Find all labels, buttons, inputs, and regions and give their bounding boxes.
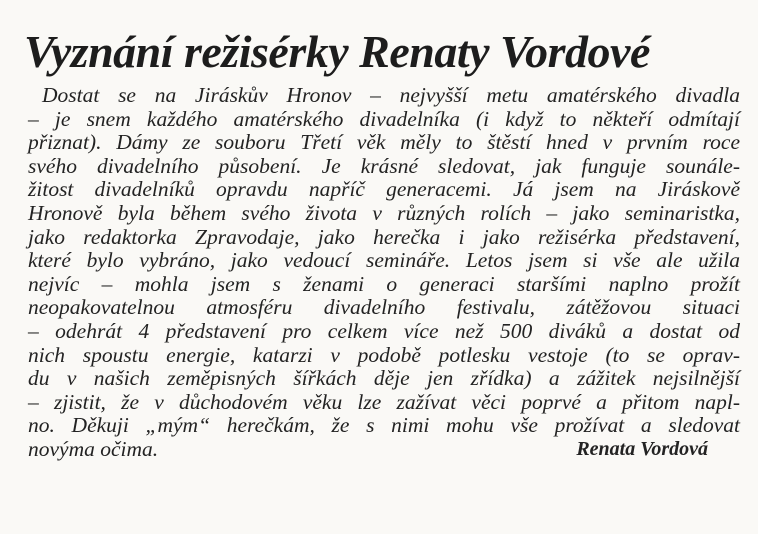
- author-signature: Renata Vordová: [576, 437, 708, 460]
- article-line: no. Děkuji „mým“ herečkám, že s nimi mohu vše prožívat a sledovat: [28, 413, 740, 438]
- article-line: Dostat se na Jiráskův Hronov – nejvyšší metu amatérského divadla: [42, 83, 740, 107]
- article-line: přiznat). Dámy ze souboru Třetí věk měly to štěstí hned v prvním roce: [28, 130, 740, 155]
- article-line: – odehrát 4 představení pro celkem více než 500 diváků a dostat od: [28, 318, 740, 343]
- article-line: které bylo vybráno, jako vedoucí semináře. Letos jsem si vše ale užila: [28, 248, 740, 273]
- article-line: – je snem každého amatérského divadelníka (i když to někteří odmítají: [28, 106, 740, 131]
- article-line: nich spoustu energie, katarzi v podobě potlesku vestoje (to se oprav-: [28, 342, 740, 367]
- article-line: du v našich zeměpisných šířkách děje jen zřídka) a zážitek nejsilnější: [28, 366, 740, 391]
- article-line: Hronově byla během svého života v různých rolích – jako seminaristka,: [28, 200, 740, 225]
- article-last-line: [28, 438, 740, 462]
- article-line: svého divadelního působení. Je krásné sledovat, jak funguje sounále-: [28, 153, 740, 178]
- article-line: neopakovatelnou atmosféru divadelního festivalu, zátěžovou situaci: [28, 295, 740, 320]
- article-line: žitost divadelníků opravdu napříč generacemi. Já jsem na Jiráskově: [28, 177, 740, 202]
- article-line: – zjistit, že v důchodovém věku lze zažívat věci poprvé a přitom napl-: [28, 389, 740, 414]
- article-line: nejvíc – mohla jsem s ženami o generaci staršími naplno prožít: [28, 271, 740, 296]
- article-title: Vyznání režisérky Renaty Vordové: [24, 26, 650, 77]
- article-line: jako redaktorka Zpravodaje, jako herečka i jako režisérka představení,: [28, 224, 740, 249]
- article-line: novýma očima.: [28, 436, 159, 461]
- article-body: [28, 84, 740, 462]
